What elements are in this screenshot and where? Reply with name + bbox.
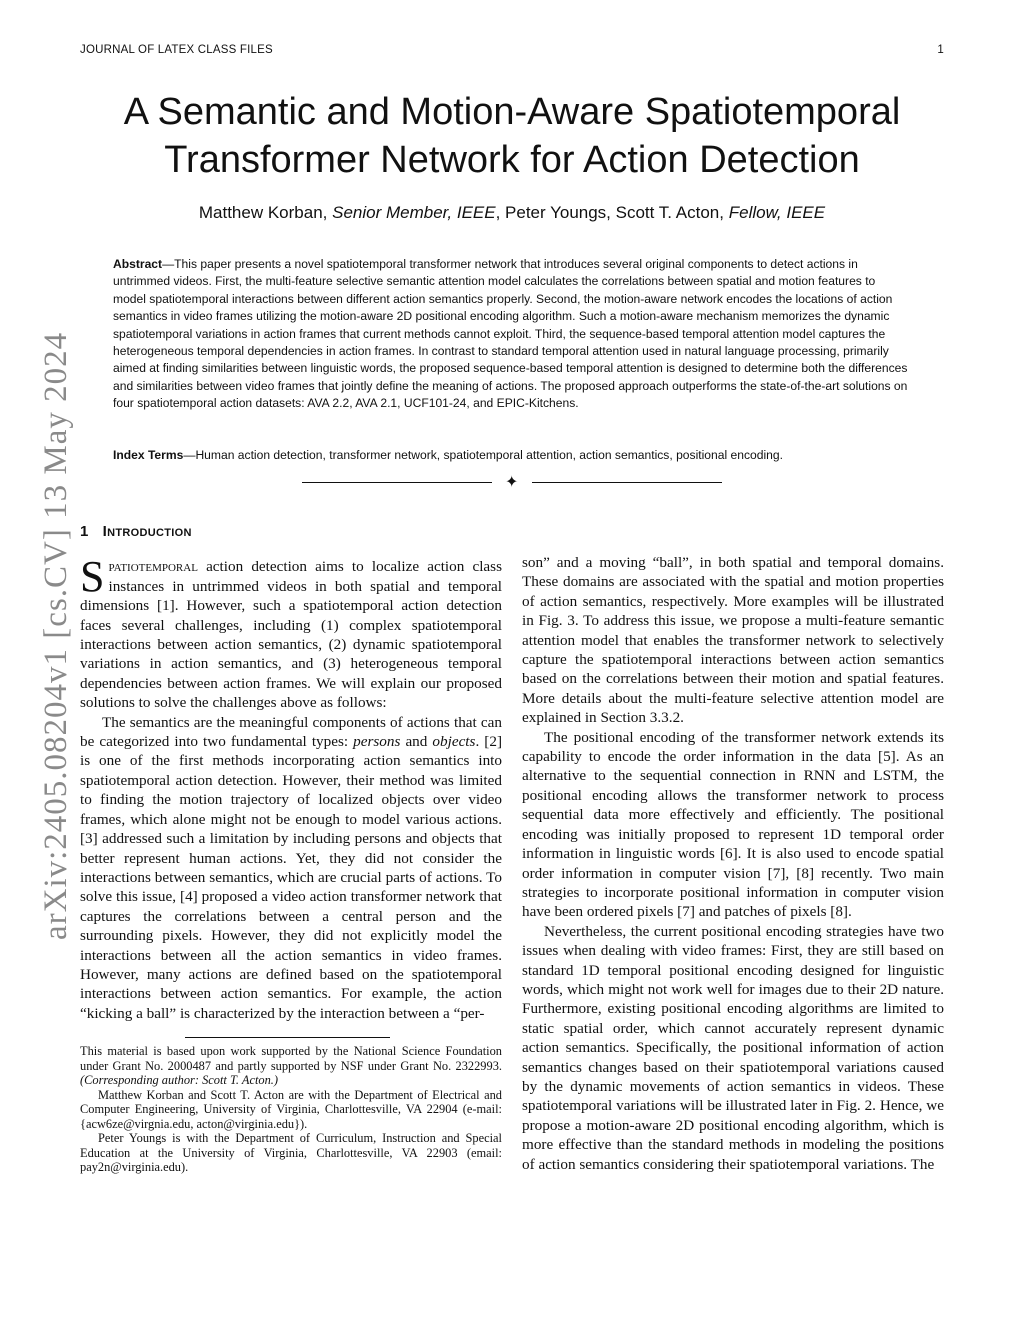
paper-title: A Semantic and Motion-Aware Spatiotemporal Transformer Network for Action Detection	[123, 91, 901, 181]
p2-part-c: . [2] is one of the first methods incorporating action semantics into spatiotemporal action detection. However, their method was limited to finding the motion trajectory of localized objects over video frames, which alone might not be enough to model various actions. [3] addressed such a limitation by including persons and objects that better represent human actions. Yet, they did not consider the interactions between semantics, which are crucial parts of actions. To solve this issue, [4] proposed a video action transformer network that captures the correlations between a central person and the surrounding pixels. However, they did not explicitly model the interactions between all the action semantics in video frames. However, many actions are defined based on the spatiotemporal interactions between action semantics. For example, the action “kicking a ball” is characterized by the interaction between a “per-	[80, 733, 502, 1022]
footnote-affiliation-2: Peter Youngs is with the Department of Curriculum, Instruction and Special Education at the University of Virginia, Charlottesville, VA 22903 (email: pay2n@virginia.edu).	[80, 1131, 502, 1175]
p2-persons: persons	[353, 733, 401, 751]
abstract	[113, 256, 910, 413]
abstract-label: Abstract	[113, 257, 163, 271]
author-korban-role: Senior Member, IEEE	[332, 203, 496, 222]
footnote-funding	[80, 1044, 502, 1088]
intro-paragraph-1-text: action detection aims to localize action class instances in untrimmed videos in both spatial and temporal dimensions [1]. However, such a spatiotemporal action detection faces several challenges, including (1) complex spatiotemporal interactions between action semantics, (2) dynamic spatiotemporal variations in action semantics, and (3) heterogeneous temporal dependencies between action frames. We will explain our proposed solutions to solve the challenges above as follows:	[80, 558, 502, 712]
section-divider	[302, 474, 722, 492]
author-korban: Matthew Korban,	[198, 203, 328, 222]
p2-part-b: and	[400, 733, 433, 751]
section-heading	[80, 522, 502, 541]
p2-objects: objects	[432, 733, 476, 751]
right-paragraph-1: son” and a moving “ball”, in both spatial and temporal domains. These domains are associated with the spatial and motion properties of action semantics, respectively. More examples will be illustrated in Fig. 3. To address this issue, we propose a multi-feature semantic attention model that enables the transformer network to selectively capture the spatiotemporal interactions between action semantics based on the correlations between their motion and spatial features. More details about the multi-feature selective attention model are explained in Section 3.3.2.	[522, 554, 944, 727]
author-acton-role: Fellow, IEEE	[728, 203, 826, 222]
running-header	[80, 44, 944, 56]
index-terms-label: Index Terms	[113, 448, 184, 462]
intro-lead-word: patiotemporal	[108, 558, 198, 576]
p2-part-a: The semantics are the meaningful components of actions that can be categorized into two fundamental types:	[80, 713, 502, 751]
section-number: 1	[80, 523, 89, 540]
index-terms-text: —Human action detection, transformer network, spatiotemporal attention, action semantics, positional encoding.	[183, 448, 783, 462]
divider-line-left	[302, 482, 492, 483]
footnote-rule	[185, 1037, 390, 1038]
intro-paragraph-2	[80, 713, 502, 1024]
footnote-corresponding: (Corresponding author: Scott T. Acton.)	[80, 1073, 279, 1088]
page-number: 1	[937, 44, 944, 56]
author-list	[60, 203, 964, 223]
footnotes	[80, 1044, 502, 1175]
authors-youngs-acton: , Peter Youngs, Scott T. Acton,	[495, 203, 724, 222]
arxiv-identifier: arXiv:2405.08204v1 [cs.CV] 13 May 2024	[38, 331, 74, 940]
intro-paragraph-1	[80, 552, 502, 712]
abstract-text: —This paper presents a novel spatiotemporal transformer network that introduces several original components to detect actions in untrimmed videos. First, the multi-feature selective semantic attention model calculates the correlations between spatial and motion features to model spatiotemporal interactions between different action semantics properly. Second, the motion-aware network encodes the locations of action semantics in video frames utilizing the motion-aware 2D positional encoding algorithm. Such a motion-aware mechanism memorizes the dynamic spatiotemporal variations in action frames that current methods cannot exploit. Third, the sequence-based temporal attention model captures the heterogeneous temporal dependencies in action frames. In contrast to standard temporal attention used in natural language processing, primarily aimed at finding similarities between linguistic words, the proposed sequence-based temporal attention is designed to determine both the differences and similarities between video frames that jointly define the meaning of actions. The proposed approach outperforms the state-of-the-art solutions on four spatiotemporal action datasets: AVA 2.2, AVA 2.1, UCF101-24, and EPIC-Kitchens.	[113, 257, 908, 411]
index-terms	[113, 447, 910, 464]
right-paragraph-3: Nevertheless, the current positional encoding strategies have two issues when dealing with video frames: First, they are still based on standard 1D temporal positional encoding designed for linguistic words, which might not work well for images due to their 2D nature. Furthermore, existing positional encoding algorithms are limited to static spatial order, which cannot accurately represent dynamic action semantics. Specifically, the positional information of action semantics changes based on their spatiotemporal variations caused by the dynamic movements of action semantics in videos. These spatiotemporal variations will be illustrated later in Fig. 2. Hence, we propose a motion-aware 2D positional encoding algorithm, which is more effective than the standard methods in modeling the positions of action semantics considering their spatiotemporal variations. The	[522, 922, 944, 1173]
drop-cap: S	[80, 552, 105, 602]
right-column	[522, 553, 944, 1174]
left-column	[80, 522, 502, 1175]
footnote-funding-text: This material is based upon work supported by the National Science Foundation under Grant No. 2000487 and partly supported by NSF under Grant No. 2322993.	[80, 1044, 502, 1073]
footnote-affiliation-1: Matthew Korban and Scott T. Acton are with the Department of Electrical and Computer Engineering, University of Virginia, Charlottesville, VA 22904 (e-mail: {acw6ze@virgnia.edu, acton@virginia.edu}).	[80, 1087, 502, 1131]
section-title: Introduction	[102, 523, 192, 540]
divider-line-right	[532, 482, 722, 483]
journal-name: JOURNAL OF LATEX CLASS FILES	[80, 44, 273, 56]
divider-diamond-icon: ✦	[505, 472, 519, 491]
right-paragraph-2: The positional encoding of the transformer network extends its capability to encode the order information in the data [5]. As an alternative to the sequential connection in RNN and LSTM, the positional encoding allows the transformer network to process sequential data more effectively and efficiently. The positional encoding was initially proposed to represent 1D temporal order information in linguistic words [6]. It is also used to encode spatial order information in computer vision [7], [8] recently. Two main strategies to incorporate positional information in computer vision have been ordered pixels [7] and patches of pixels [8].	[522, 728, 944, 921]
